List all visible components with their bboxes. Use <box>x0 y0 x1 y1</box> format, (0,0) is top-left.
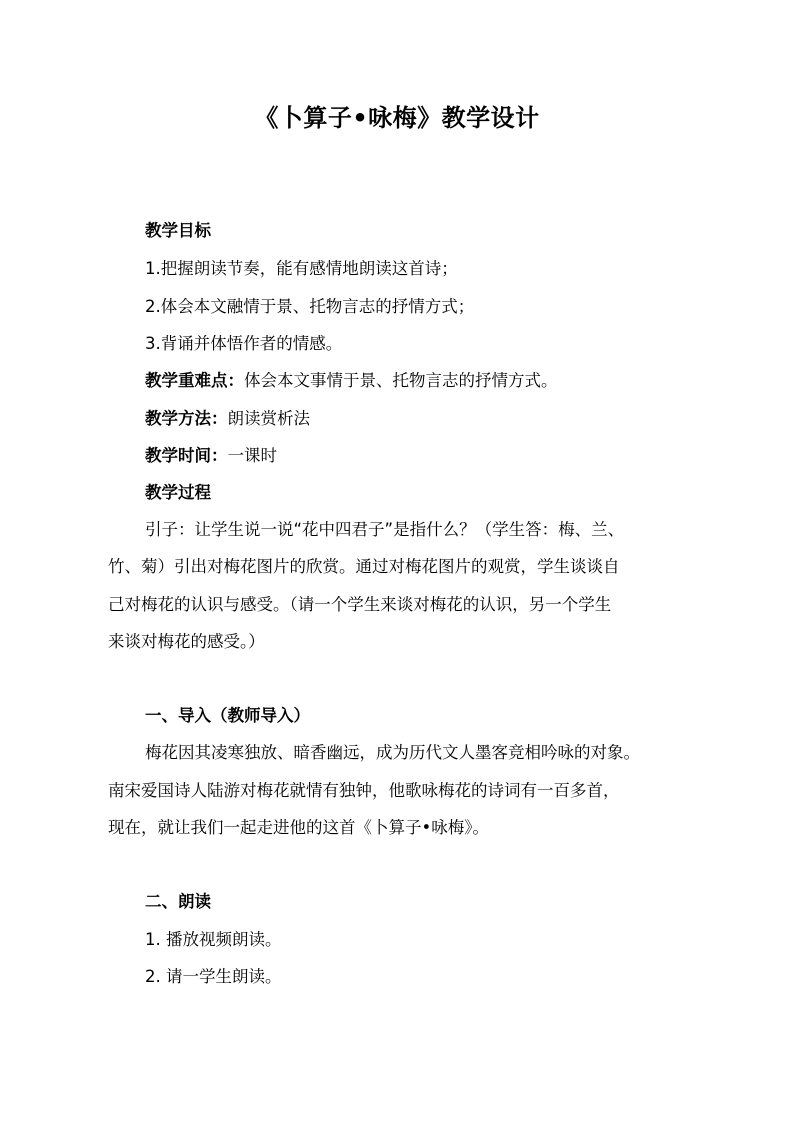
intro-line-3: 己对梅花的认识与感受。（请一个学生来谈对梅花的认识，另一个学生 <box>108 595 612 614</box>
key-points-line <box>145 370 558 392</box>
section-1-heading: 一、导入（教师导入） <box>145 706 310 725</box>
objective-item-1: 1.把握朗读节奏，能有感情地朗读这首诗； <box>145 259 458 278</box>
duration-label: 教学时间： <box>145 446 228 465</box>
section-2-heading: 二、朗读 <box>145 892 211 911</box>
objective-item-2: 2.体会本文融情于景、托物言志的抒情方式； <box>145 297 475 316</box>
duration-line <box>145 445 277 467</box>
objectives-heading: 教学目标 <box>145 221 211 240</box>
method-line <box>145 408 310 430</box>
duration-value: 一课时 <box>227 446 277 465</box>
method-value: 朗读赏析法 <box>227 409 310 428</box>
section-1-line-2: 南宋爱国诗人陆游对梅花就情有独钟，他歌咏梅花的诗词有一百多首， <box>108 781 620 800</box>
page-title: 《卜算子•咏梅》教学设计 <box>254 104 540 132</box>
key-points-label: 教学重难点： <box>145 371 244 390</box>
section-2-item-1: 1. 播放视频朗读。 <box>145 930 282 949</box>
intro-line-2: 竹、菊）引出对梅花图片的欣赏。通过对梅花图片的观赏，学生谈谈自 <box>108 557 620 576</box>
intro-line-4: 来谈对梅花的感受。） <box>108 632 265 651</box>
key-points-value: 体会本文事情于景、托物言志的抒情方式。 <box>244 371 558 390</box>
section-1-line-1: 梅花因其凌寒独放、暗香幽远，成为历代文人墨客竞相吟咏的对象。 <box>145 743 640 762</box>
process-heading: 教学过程 <box>145 483 211 502</box>
section-2-item-2: 2. 请一学生朗读。 <box>145 967 282 986</box>
intro-line-1: 引子：让学生说一说“花中四君子”是指什么？（学生答：梅、兰、 <box>145 520 625 539</box>
objective-item-3: 3.背诵并体悟作者的情感。 <box>145 334 343 353</box>
section-1-line-3: 现在，就让我们一起走进他的这首《卜算子•咏梅》。 <box>108 818 489 837</box>
method-label: 教学方法： <box>145 409 228 428</box>
